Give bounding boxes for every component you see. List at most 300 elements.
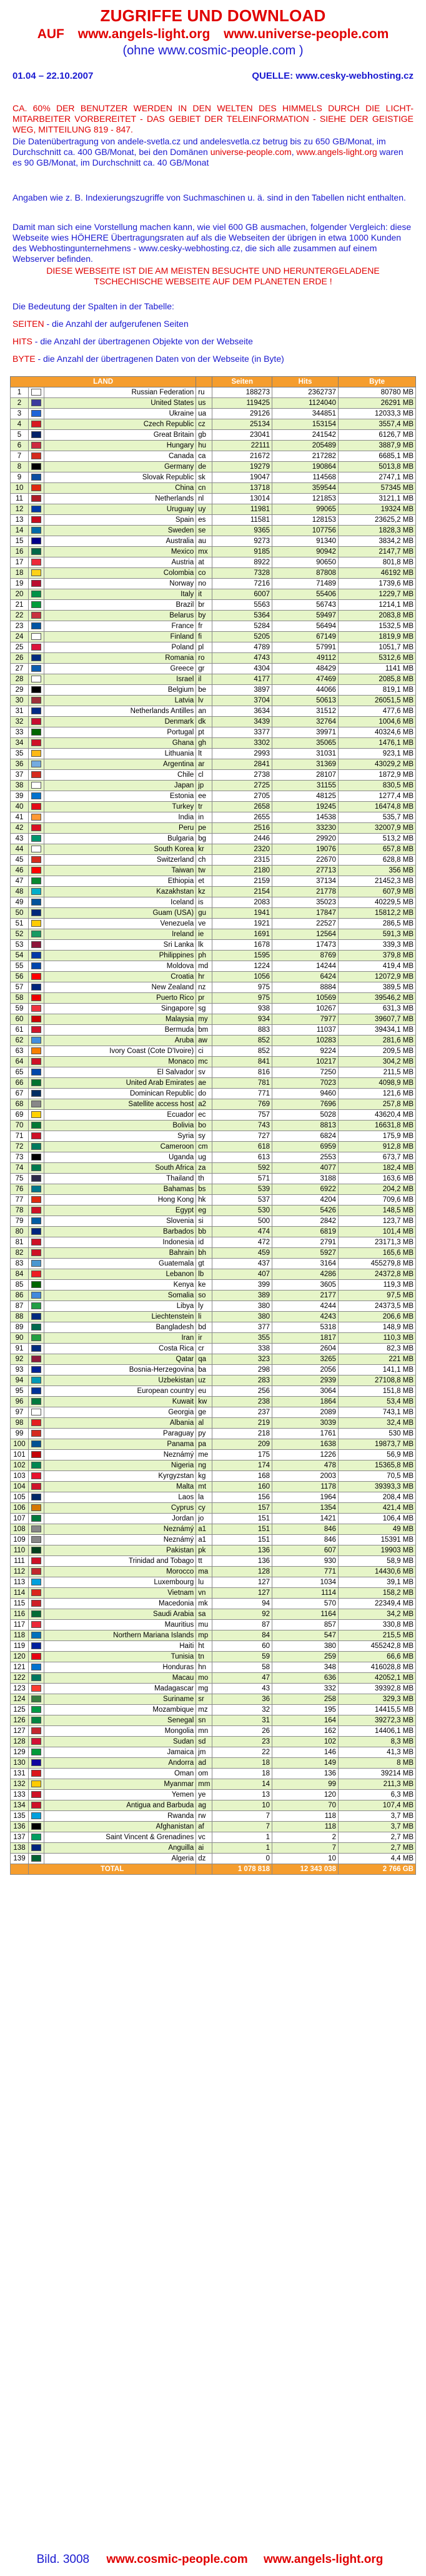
hits-value: 241542	[272, 430, 339, 441]
legend-title: Die Bedeutung der Spalten in der Tabelle:	[12, 301, 174, 311]
country-name: Turkey	[44, 802, 196, 812]
seiten-value: 174	[212, 1460, 272, 1471]
country-flag-icon	[31, 877, 41, 884]
row-index: 79	[11, 1216, 29, 1227]
table-row	[11, 1206, 416, 1216]
country-flag-icon	[31, 601, 41, 608]
byte-value: 175,9 MB	[339, 1131, 416, 1142]
country-flag-icon	[31, 1260, 41, 1267]
table-row	[11, 1832, 416, 1843]
footer	[0, 2553, 426, 2567]
seiten-value: 1	[212, 1832, 272, 1843]
country-code: la	[196, 1492, 212, 1503]
seiten-value: 188273	[212, 387, 272, 398]
seiten-value: 3897	[212, 685, 272, 696]
flag-icon	[29, 908, 44, 919]
country-name: Hong Kong	[44, 1195, 196, 1206]
hits-value: 31512	[272, 706, 339, 717]
byte-value: 3557,4 MB	[339, 419, 416, 430]
country-code: eg	[196, 1206, 212, 1216]
country-flag-icon	[31, 1207, 41, 1214]
country-code: ht	[196, 1641, 212, 1652]
table-row	[11, 1641, 416, 1652]
total-byte: 2 766 GB	[339, 1864, 416, 1875]
seiten-value: 151	[212, 1524, 272, 1535]
intro-caps-paragraph: CA. 60% DER BENUTZER WERDEN IN DEN WELTEN DES HIMMELS DURCH DIE LICHT-MITARBEITER VORBEREITET - DAS GEBIET DER TELEINFORMATION - SIEHE DER GEISTIGE WEG, MITTEILUNG 819 - 847.	[12, 103, 414, 134]
hits-value: 39971	[272, 727, 339, 738]
table-row	[11, 993, 416, 1004]
country-name: Switzerland	[44, 855, 196, 866]
hits-value: 190864	[272, 462, 339, 472]
flag-icon	[29, 770, 44, 781]
country-flag-icon	[31, 803, 41, 810]
byte-value: 43029,2 MB	[339, 759, 416, 770]
country-flag-icon	[31, 1462, 41, 1469]
table-row	[11, 1004, 416, 1014]
hits-value: 857	[272, 1620, 339, 1630]
byte-value: 1051,7 MB	[339, 642, 416, 653]
row-index: 14	[11, 526, 29, 536]
site-link-angels-light[interactable]: www.angels-light.org	[77, 27, 211, 41]
seiten-value: 13014	[212, 494, 272, 504]
country-flag-icon	[31, 1653, 41, 1660]
byte-value: 304,2 MB	[339, 1057, 416, 1067]
legend-byte-key: BYTE	[12, 354, 36, 364]
hits-value: 11037	[272, 1025, 339, 1036]
country-name: Greece	[44, 664, 196, 674]
country-name: Iceland	[44, 897, 196, 908]
table-row	[11, 1269, 416, 1280]
flag-icon	[29, 1609, 44, 1620]
seiten-value: 0	[212, 1854, 272, 1864]
country-code: tr	[196, 802, 212, 812]
seiten-value: 2725	[212, 781, 272, 791]
country-name: Moldova	[44, 961, 196, 972]
byte-value: 673,7 MB	[339, 1152, 416, 1163]
country-flag-icon	[31, 1101, 41, 1107]
seiten-value: 19279	[212, 462, 272, 472]
country-name: Monaco	[44, 1057, 196, 1067]
byte-value: 24373,5 MB	[339, 1301, 416, 1312]
row-index: 132	[11, 1779, 29, 1790]
row-index: 31	[11, 706, 29, 717]
country-flag-icon	[31, 421, 41, 427]
country-name: Great Britain	[44, 430, 196, 441]
hits-value: 31155	[272, 781, 339, 791]
flag-icon	[29, 1790, 44, 1800]
country-code: th	[196, 1174, 212, 1184]
hits-value: 5028	[272, 1110, 339, 1121]
country-code: bo	[196, 1121, 212, 1131]
country-name: Sri Lanka	[44, 940, 196, 951]
country-flag-icon	[31, 633, 41, 640]
country-flag-icon	[31, 973, 41, 980]
byte-value: 631,3 MB	[339, 1004, 416, 1014]
row-index: 38	[11, 781, 29, 791]
hits-value: 607	[272, 1545, 339, 1556]
country-name: Albania	[44, 1418, 196, 1429]
seiten-value: 22	[212, 1747, 272, 1758]
flag-icon	[29, 929, 44, 940]
byte-value: 356 MB	[339, 866, 416, 876]
country-code: bs	[196, 1184, 212, 1195]
table-row	[11, 1854, 416, 1864]
byte-value: 121,6 MB	[339, 1089, 416, 1099]
row-index: 56	[11, 972, 29, 982]
hits-value: 35023	[272, 897, 339, 908]
table-row	[11, 1237, 416, 1248]
byte-value: 2083,8 MB	[339, 611, 416, 621]
country-flag-icon	[31, 527, 41, 534]
row-index: 64	[11, 1057, 29, 1067]
country-name: Slovak Republic	[44, 472, 196, 483]
table-row	[11, 494, 416, 504]
country-flag-icon	[31, 1600, 41, 1607]
hits-value: 4286	[272, 1269, 339, 1280]
country-code: ve	[196, 919, 212, 929]
country-code: ca	[196, 451, 212, 462]
byte-value: 21452,3 MB	[339, 876, 416, 887]
flag-icon	[29, 674, 44, 685]
country-code: mm	[196, 1779, 212, 1790]
country-name: Romania	[44, 653, 196, 664]
country-code: za	[196, 1163, 212, 1174]
ohne-note: (ohne www.cosmic-people.com )	[122, 44, 304, 57]
country-flag-icon	[31, 1037, 41, 1044]
footer-bild: Bild. 3008	[36, 2553, 90, 2566]
country-name: Jamaica	[44, 1747, 196, 1758]
row-index: 111	[11, 1556, 29, 1567]
byte-value: 24372,8 MB	[339, 1269, 416, 1280]
hits-value: 164	[272, 1715, 339, 1726]
country-code: cr	[196, 1344, 212, 1354]
country-flag-icon	[31, 962, 41, 969]
byte-value: 57345 MB	[339, 483, 416, 494]
row-index: 45	[11, 855, 29, 866]
hits-value: 5426	[272, 1206, 339, 1216]
table-row	[11, 1599, 416, 1609]
hits-value: 17847	[272, 908, 339, 919]
seiten-value: 571	[212, 1174, 272, 1184]
country-flag-icon	[31, 761, 41, 767]
table-row	[11, 504, 416, 515]
byte-value: 80780 MB	[339, 387, 416, 398]
country-flag-icon	[31, 1749, 41, 1755]
country-name: Barbados	[44, 1227, 196, 1237]
legend-hits	[12, 336, 414, 347]
footer-link-angels[interactable]: www.angels-light.org	[263, 2553, 384, 2566]
country-code: py	[196, 1429, 212, 1439]
footer-link-cosmic[interactable]: www.cosmic-people.com	[106, 2553, 248, 2566]
seiten-value: 238	[212, 1397, 272, 1407]
country-code: om	[196, 1769, 212, 1779]
country-flag-icon	[31, 1621, 41, 1628]
row-index: 53	[11, 940, 29, 951]
flag-icon	[29, 1737, 44, 1747]
hits-value: 149	[272, 1758, 339, 1769]
row-index: 72	[11, 1142, 29, 1152]
country-name: Senegal	[44, 1715, 196, 1726]
byte-value: 70,5 MB	[339, 1471, 416, 1482]
flag-icon	[29, 1025, 44, 1036]
hits-value: 380	[272, 1641, 339, 1652]
seiten-value: 975	[212, 993, 272, 1004]
col-header-land: LAND	[11, 377, 196, 387]
country-name: Egypt	[44, 1206, 196, 1216]
country-name: Argentina	[44, 759, 196, 770]
seiten-value: 60	[212, 1641, 272, 1652]
country-flag-icon	[31, 676, 41, 682]
byte-value: 206,6 MB	[339, 1312, 416, 1322]
byte-value: 5312,6 MB	[339, 653, 416, 664]
flag-icon	[29, 441, 44, 451]
row-index: 133	[11, 1790, 29, 1800]
byte-value: 1277,4 MB	[339, 791, 416, 802]
seiten-value: 883	[212, 1025, 272, 1036]
country-code: mn	[196, 1726, 212, 1737]
row-index: 18	[11, 568, 29, 579]
byte-value: 148,9 MB	[339, 1322, 416, 1333]
country-name: Afghanistan	[44, 1822, 196, 1832]
flag-icon	[29, 1163, 44, 1174]
hits-value: 59497	[272, 611, 339, 621]
country-code: ke	[196, 1280, 212, 1290]
row-index: 106	[11, 1503, 29, 1514]
table-row	[11, 1779, 416, 1790]
row-index: 122	[11, 1673, 29, 1684]
byte-value: 53,4 MB	[339, 1397, 416, 1407]
hits-value: 3605	[272, 1280, 339, 1290]
country-code: bg	[196, 834, 212, 844]
byte-value: 1739,6 MB	[339, 579, 416, 589]
byte-value: 141,1 MB	[339, 1365, 416, 1375]
country-name: Austria	[44, 557, 196, 568]
table-row	[11, 717, 416, 727]
country-code: mk	[196, 1599, 212, 1609]
country-name: Suriname	[44, 1694, 196, 1705]
table-row	[11, 929, 416, 940]
hits-value: 7023	[272, 1078, 339, 1089]
seiten-value: 816	[212, 1067, 272, 1078]
hits-value: 4244	[272, 1301, 339, 1312]
flag-icon	[29, 1599, 44, 1609]
country-code: vn	[196, 1588, 212, 1599]
country-code: aw	[196, 1036, 212, 1046]
row-index: 71	[11, 1131, 29, 1142]
row-index: 137	[11, 1832, 29, 1843]
country-name: Slovenia	[44, 1216, 196, 1227]
country-flag-icon	[31, 920, 41, 927]
country-flag-icon	[31, 1557, 41, 1564]
byte-value: 32007,9 MB	[339, 823, 416, 834]
byte-value: 4,4 MB	[339, 1854, 416, 1864]
country-code: si	[196, 1216, 212, 1227]
seiten-value: 474	[212, 1227, 272, 1237]
table-row	[11, 1365, 416, 1375]
table-row	[11, 823, 416, 834]
table-row	[11, 1737, 416, 1747]
country-name: Qatar	[44, 1354, 196, 1365]
byte-value: 40229,5 MB	[339, 897, 416, 908]
country-code: eu	[196, 1386, 212, 1397]
hits-value: 107756	[272, 526, 339, 536]
country-code: bm	[196, 1025, 212, 1036]
flag-icon	[29, 1386, 44, 1397]
hits-value: 258	[272, 1694, 339, 1705]
byte-value: 709,6 MB	[339, 1195, 416, 1206]
hits-value: 114568	[272, 472, 339, 483]
seiten-value: 18	[212, 1758, 272, 1769]
legend-seiten-key: SEITEN	[12, 319, 44, 329]
byte-value: 12033,3 MB	[339, 409, 416, 419]
link-universe-people[interactable]: universe-people.com	[210, 147, 292, 157]
byte-value: 5013,8 MB	[339, 462, 416, 472]
row-index: 44	[11, 844, 29, 855]
seiten-value: 7	[212, 1811, 272, 1822]
country-flag-icon	[31, 1292, 41, 1299]
hits-value: 2553	[272, 1152, 339, 1163]
seiten-value: 4789	[212, 642, 272, 653]
country-name: Israel	[44, 674, 196, 685]
byte-value: 628,8 MB	[339, 855, 416, 866]
byte-value: 607,9 MB	[339, 887, 416, 897]
table-row	[11, 1046, 416, 1057]
table-row	[11, 1492, 416, 1503]
country-code: cl	[196, 770, 212, 781]
country-code: sv	[196, 1067, 212, 1078]
country-name: Tunisia	[44, 1652, 196, 1662]
byte-value: 39607,7 MB	[339, 1014, 416, 1025]
row-index: 47	[11, 876, 29, 887]
flag-icon	[29, 1206, 44, 1216]
country-name: Madagascar	[44, 1684, 196, 1694]
row-index: 117	[11, 1620, 29, 1630]
table-row	[11, 1216, 416, 1227]
country-code: au	[196, 536, 212, 547]
country-flag-icon	[31, 1016, 41, 1022]
table-row	[11, 387, 416, 398]
hits-value: 29920	[272, 834, 339, 844]
byte-value: 39272,3 MB	[339, 1715, 416, 1726]
country-flag-icon	[31, 1175, 41, 1182]
hits-value: 31369	[272, 759, 339, 770]
country-name: Belgium	[44, 685, 196, 696]
country-code: bb	[196, 1227, 212, 1237]
country-flag-icon	[31, 1706, 41, 1713]
country-name: Uruguay	[44, 504, 196, 515]
country-name: Taiwan	[44, 866, 196, 876]
country-flag-icon	[31, 1355, 41, 1362]
table-row	[11, 1811, 416, 1822]
country-flag-icon	[31, 622, 41, 629]
seiten-value: 1691	[212, 929, 272, 940]
country-flag-icon	[31, 1823, 41, 1830]
country-name: Germany	[44, 462, 196, 472]
flag-icon	[29, 1301, 44, 1312]
byte-value: 97,5 MB	[339, 1290, 416, 1301]
flag-icon	[29, 1811, 44, 1822]
flag-icon	[29, 1662, 44, 1673]
country-code: cm	[196, 1142, 212, 1152]
byte-value: 211,5 MB	[339, 1067, 416, 1078]
flag-icon	[29, 1089, 44, 1099]
flag-icon	[29, 1216, 44, 1227]
country-code: ba	[196, 1365, 212, 1375]
seiten-value: 355	[212, 1333, 272, 1344]
row-index: 39	[11, 791, 29, 802]
country-code: sr	[196, 1694, 212, 1705]
hits-value: 5318	[272, 1322, 339, 1333]
country-name: Costa Rica	[44, 1344, 196, 1354]
site-link-universe-people[interactable]: www.universe-people.com	[224, 27, 389, 41]
hits-value: 3064	[272, 1386, 339, 1397]
seiten-value: 3634	[212, 706, 272, 717]
country-code: fr	[196, 621, 212, 632]
country-name: Norway	[44, 579, 196, 589]
seiten-value: 781	[212, 1078, 272, 1089]
country-code: gr	[196, 664, 212, 674]
flag-icon	[29, 812, 44, 823]
row-index: 46	[11, 866, 29, 876]
table-row	[11, 1652, 416, 1662]
table-row	[11, 1036, 416, 1046]
country-name: Macau	[44, 1673, 196, 1684]
seiten-value: 47	[212, 1673, 272, 1684]
hits-value: 67149	[272, 632, 339, 642]
country-name: Ecuador	[44, 1110, 196, 1121]
row-index: 69	[11, 1110, 29, 1121]
row-index: 115	[11, 1599, 29, 1609]
byte-value: 819,1 MB	[339, 685, 416, 696]
byte-value: 211,3 MB	[339, 1779, 416, 1790]
flag-icon	[29, 1407, 44, 1418]
country-flag-icon	[31, 484, 41, 491]
link-angels-light[interactable]: www.angels-light.org	[296, 147, 377, 157]
hits-value: 10267	[272, 1004, 339, 1014]
country-flag-icon	[31, 1047, 41, 1054]
hits-value: 4077	[272, 1163, 339, 1174]
hits-value: 6424	[272, 972, 339, 982]
seiten-value: 11581	[212, 515, 272, 526]
flag-icon	[29, 1237, 44, 1248]
country-name: Yemen	[44, 1790, 196, 1800]
country-code: ee	[196, 791, 212, 802]
byte-value: 209,5 MB	[339, 1046, 416, 1057]
country-code: is	[196, 897, 212, 908]
table-row	[11, 653, 416, 664]
hits-value: 48429	[272, 664, 339, 674]
source-link[interactable]: QUELLE: www.cesky-webhosting.cz	[252, 71, 414, 81]
flag-icon	[29, 1174, 44, 1184]
byte-value: 163,6 MB	[339, 1174, 416, 1184]
row-index: 60	[11, 1014, 29, 1025]
country-name: Mauritius	[44, 1620, 196, 1630]
table-row	[11, 1312, 416, 1322]
row-index: 67	[11, 1089, 29, 1099]
hits-value: 8884	[272, 982, 339, 993]
country-flag-icon	[31, 580, 41, 587]
country-name: United Arab Emirates	[44, 1078, 196, 1089]
row-index: 127	[11, 1726, 29, 1737]
country-code: tt	[196, 1556, 212, 1567]
country-flag-icon	[31, 1727, 41, 1734]
hits-value: 3164	[272, 1259, 339, 1269]
seiten-value: 4304	[212, 664, 272, 674]
country-code: ai	[196, 1843, 212, 1854]
table-row	[11, 685, 416, 696]
country-name: El Salvador	[44, 1067, 196, 1078]
row-index: 84	[11, 1269, 29, 1280]
